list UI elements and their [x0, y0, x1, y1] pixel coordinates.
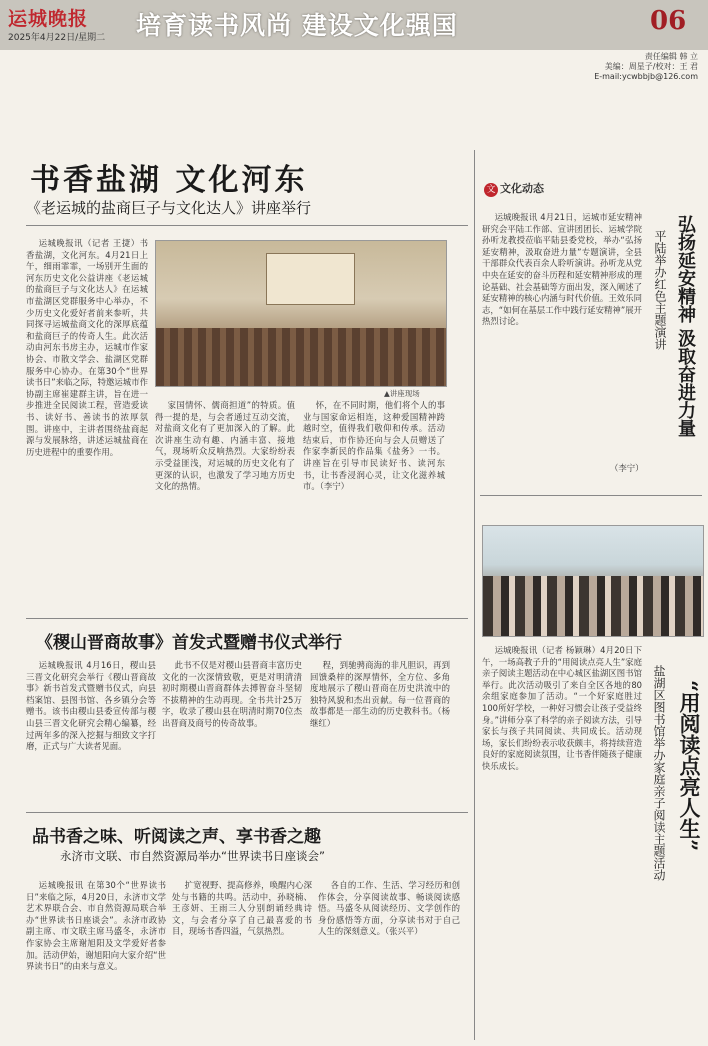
newspaper-logo: 运城晚报	[8, 8, 89, 30]
article3-column-1	[26, 880, 166, 1040]
sidebar-bottom-body	[482, 645, 642, 1040]
tag-label: 文化动态	[500, 182, 544, 195]
article3-text-1: 运城晚报讯 在第30个“世界读书日”来临之际，4月20日，永济市文学艺术界联合会、市自然资源局联合举办“世界读书日座谈会”。永济市政协副主席、市文联主席马盛冬，永济市作家协会主席谢旭阳及文学爱好者参加。活动伊始，谢旭阳向大家介绍“世界读书日”的由来与意义。	[26, 880, 166, 972]
article1-text-3: 怀，在不同时期，他们将个人的事业与国家命运相连，这种爱国精神跨越时空，值得我们敬仰和传承。活动结束后，市作协还向与会人员赠送了作家李新民的作品集《盐务》一书。讲座旨在引导市民读好书、读河东书，让书香浸润心灵，让文化滋养城市。（李宁）	[303, 400, 445, 492]
designer-line: 美编：周星子/校对：王 君	[604, 62, 698, 71]
reading-event-photo	[482, 525, 704, 637]
sidebar-top-text: 运城晚报讯 4月21日，运城市延安精神研究会平陆工作部、宣讲团团长、运城学院孙听龙教授莅临平陆县委党校，举办“弘扬延安精神，汲取奋进力量”专题演讲，全县干部群众代表百余人聆听演讲。孙听龙从党中央在延安的奋斗历程和延安精神形成的理论基础、社会基础等方面出发，深入阐述了延安精神的核心内涵与时代价值。王效乐同志，“如何在基层工作中践行延安精神”展开热烈讨论。	[482, 212, 642, 327]
sidebar-top-signature: （李宁）	[610, 463, 644, 473]
sidebar-top-body	[482, 212, 642, 470]
article1-subtitle: 《老运城的盐商巨子与文化达人》讲座举行	[26, 199, 312, 217]
sidebar-bottom-subtitle: 盐湖区图书馆举办家庭亲子阅读主题活动	[652, 665, 666, 881]
stage-screen	[266, 253, 355, 306]
photo-caption: ▲讲座现场	[384, 389, 420, 398]
audience-seats	[156, 328, 446, 386]
article2-column-1	[26, 660, 156, 810]
sidebar-top-subtitle: 平陆举办红色主题演讲	[653, 230, 667, 350]
article1-text-1: 运城晚报讯（记者 王捷）书香盐湖，文化河东。4月21日上午，细雨霏霏，一场别开生面的河东历史文化公益讲座《老运城的盐商巨子与文化达人》在运城市盐湖区党群服务中心举办，不少历史文化爱好者前来参听，共同探寻运城盐商文化的深厚底蕴和盐商巨子的传奇人生。此次活动由河东书房主办，运城市作家协会、市散文学会、盐湖区党群服务中心协办。在第30个“世界读书日”来临之际，特邀运城市作协副主席崔建群主讲，旨在进一步推进全民阅读工程，营造爱读书、读好书、善读书的浓厚氛围。讲座中，主讲者围绕盐商起源与发展脉络，讲述运城盐商在历史进程中的重要作用。	[26, 238, 148, 457]
divider	[26, 618, 468, 619]
article3-title: 品书香之味、听阅读之声、享书香之趣	[32, 827, 321, 847]
culture-icon: 文	[484, 183, 498, 197]
article2-column-2	[162, 660, 302, 810]
audience-group	[483, 576, 703, 637]
email-line: E-mail:ycwbbjb@126.com	[594, 72, 698, 81]
sidebar-top-title: 弘扬延安精神 汲取奋进力量	[675, 215, 696, 438]
page-number: 06	[650, 6, 687, 36]
sidebar-bottom-text: 运城晚报讯（记者 杨颖琳）4月20日下午，一场高教子升的“用阅读点亮人生”家庭亲子阅读主题活动在中心城区盐湖区图书馆举行。此次活动吸引了来自全区各地的80余组家庭参加了活动。“一个好家庭胜过100所好学校，一种好习惯会让孩子受益终身。”讲师分享了科学的亲子阅读方法，引导家长与孩子共同阅读、共同成长。活动现场，家长们纷纷表示收获颇丰，将持续营造良好的家庭阅读氛围，让书香伴随孩子健康快乐成长。	[482, 645, 642, 771]
article2-title: 《稷山晋商故事》首发式暨赠书仪式举行	[36, 633, 342, 653]
article3-text-3: 各自的工作、生活、学习经历和创作体会，分享阅读故事、畅谈阅读感悟。马盛冬从阅读经历、文学创作的身份感悟等方面，分享读书对于自己人生的深刻意义。（张兴平）	[318, 880, 460, 937]
article1-column-2	[155, 400, 295, 612]
article3-text-2: 扩宽视野、提高修养，唤醒内心深处与书籍的共鸣。活动中，孙晓楠、王彦妍、王雨三人分别朗诵经典诗文，与会者分享了自己最喜爱的书目，现场书香四溢，气氛热烈。	[172, 880, 312, 937]
culture-news-tag	[484, 180, 544, 197]
editor-line: 责任编辑 韩 立	[644, 52, 698, 61]
column-rule	[474, 150, 475, 1040]
article2-column-3	[310, 660, 450, 810]
article1-column-3	[303, 400, 445, 612]
article2-text-1: 运城晚报讯 4月16日，稷山县三晋文化研究会举行《稷山晋商故事》新书首发式暨赠书仪式，向县档案馆、县图书馆、各乡镇分会等赠书。该书由稷山县委宣传部与稷山县三晋文化研究会精心编纂，经过两年多的深入挖掘与细致文字打磨，正式与广大读者见面。	[26, 660, 156, 752]
issue-date: 2025年4月22日/星期二	[8, 33, 106, 43]
divider	[26, 812, 468, 813]
article1-text-2: 家国情怀、儒商担道”的特质。值得一提的是，与会者通过互动交流，对盐商文化有了更加深入的了解。此次讲座生动有趣、内涵丰富、接地气，现场听众反响热烈。大家纷纷表示受益匪浅，对运城的历史文化有了更深的认识，也激发了学习地方历史文化的热情。	[155, 400, 295, 492]
editor-credits	[558, 52, 698, 82]
article2-text-3: 程，到驰骋商海的非凡胆识，再到回馈桑梓的深厚情怀，全方位、多角度地展示了稷山晋商在历史洪流中的独特风貌和杰出贡献。每一位晋商的故事都是一部生动的历史教科书。（杨继红）	[310, 660, 450, 728]
article3-column-2	[172, 880, 312, 1040]
divider	[26, 225, 468, 226]
article3-column-3	[318, 880, 460, 1040]
article3-subtitle: 永济市文联、市自然资源局举办“世界读书日座谈会”	[60, 849, 325, 863]
article2-text-2: 此书不仅是对稷山县晋商丰富历史文化的一次深情致敬，更是对明清清初时期稷山晋商群体去搏智奋斗坚韧不拔精神的生动再现。全书共计25万字，收录了稷山县在明清时期70位杰出晋商及商号的传奇故事。	[162, 660, 302, 728]
article1-title: 书香盐湖 文化河东	[30, 163, 308, 198]
divider	[480, 495, 702, 496]
sidebar-bottom-title: “用阅读点亮人生”	[677, 680, 702, 852]
lecture-photo	[155, 240, 447, 387]
article1-column-1	[26, 238, 148, 613]
page-slogan: 培育读书风尚 建设文化强国	[136, 11, 458, 40]
